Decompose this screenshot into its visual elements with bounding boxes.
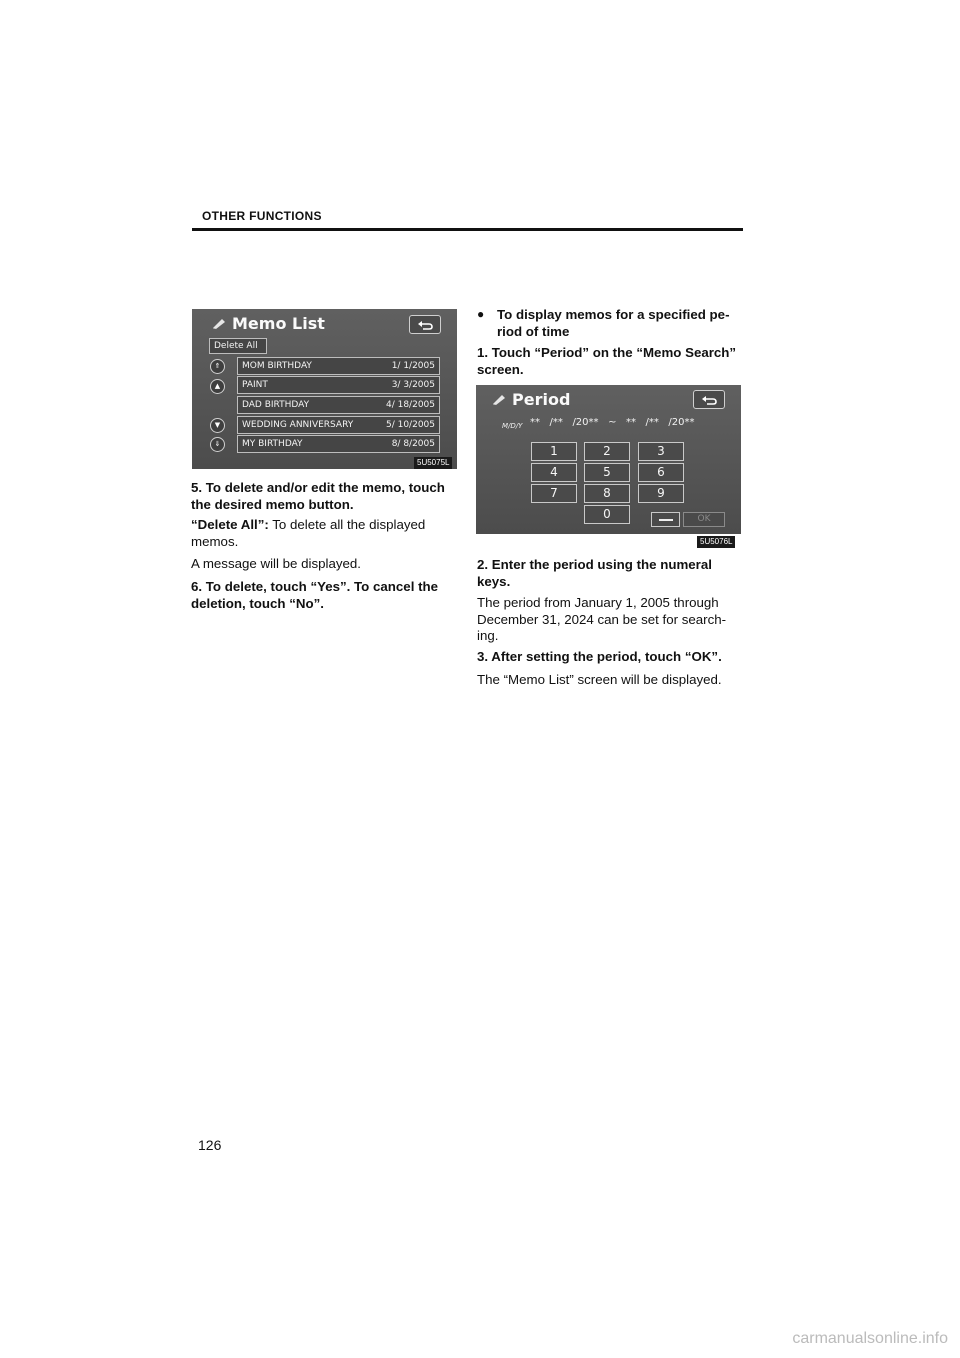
period-title: Period — [512, 390, 571, 409]
header-rule — [192, 228, 743, 231]
numeral-key-3[interactable]: 3 — [638, 442, 684, 461]
numeral-key-6[interactable]: 6 — [638, 463, 684, 482]
back-button[interactable] — [409, 315, 441, 334]
scroll-down-button[interactable]: ▼ — [210, 418, 225, 433]
memo-item[interactable]: WEDDING ANNIVERSARY 5/ 10/2005 — [237, 416, 440, 434]
bullet-heading: To display memos for a specified pe- riod of time — [497, 307, 730, 339]
step-1: 1. Touch “Period” on the “Memo Search” screen. — [477, 345, 737, 377]
numeral-key-1[interactable]: 1 — [531, 442, 577, 461]
pen-icon — [492, 392, 508, 406]
figure-code: 5U5076L — [697, 536, 735, 548]
watermark: carmanualsonline.info — [792, 1330, 948, 1347]
bullet-icon: ● — [477, 307, 485, 321]
message-note: A message will be displayed. — [191, 556, 361, 571]
memo-list-screenshot — [192, 309, 457, 469]
dash-icon — [658, 517, 674, 523]
ok-button[interactable]: OK — [683, 512, 725, 527]
period-range-note: The period from January 1, 2005 through December 31, 2024 can be set for search- ing. — [477, 595, 727, 643]
section-title: OTHER FUNCTIONS — [202, 209, 322, 223]
memo-item[interactable]: MOM BIRTHDAY 1/ 1/2005 — [237, 357, 440, 375]
numeral-key-9[interactable]: 9 — [638, 484, 684, 503]
numeral-key-0[interactable]: 0 — [584, 505, 630, 524]
page-down-button[interactable]: ⇓ — [210, 437, 225, 452]
figure-code: 5U5075L — [414, 457, 452, 469]
memo-list-title: Memo List — [232, 314, 325, 333]
numeral-key-5[interactable]: 5 — [584, 463, 630, 482]
step-3: 3. After setting the period, touch “OK”. — [477, 649, 722, 664]
page-number: 126 — [198, 1137, 222, 1153]
delete-all-description: “Delete All”: To delete all the displayed memos. — [191, 517, 426, 549]
step-6: 6. To delete, touch “Yes”. To cancel the deletion, touch “No”. — [191, 579, 439, 611]
step-2: 2. Enter the period using the numeral keys. — [477, 557, 712, 589]
pen-icon — [212, 316, 228, 330]
return-arrow-icon — [417, 320, 433, 330]
step-5: 5. To delete and/or edit the memo, touch the desired memo button. — [191, 480, 445, 512]
delete-all-button[interactable]: Delete All — [209, 338, 267, 354]
back-button[interactable] — [693, 390, 725, 409]
return-arrow-icon — [701, 395, 717, 405]
numeral-key-7[interactable]: 7 — [531, 484, 577, 503]
memo-item[interactable]: MY BIRTHDAY 8/ 8/2005 — [237, 435, 440, 453]
memo-item[interactable]: PAINT 3/ 3/2005 — [237, 376, 440, 394]
scroll-up-button[interactable]: ▲ — [210, 379, 225, 394]
delete-key[interactable] — [651, 512, 680, 527]
numeral-key-2[interactable]: 2 — [584, 442, 630, 461]
period-screenshot — [476, 385, 741, 534]
page-up-button[interactable]: ⇑ — [210, 359, 225, 374]
memo-item[interactable]: DAD BIRTHDAY 4/ 18/2005 — [237, 396, 440, 414]
numeral-key-4[interactable]: 4 — [531, 463, 577, 482]
period-range-display: ** /** /20** ~ ** /** /20** — [530, 417, 695, 428]
result-note: The “Memo List” screen will be displayed. — [477, 672, 722, 687]
numeral-key-8[interactable]: 8 — [584, 484, 630, 503]
date-format-label: M/D/Y — [502, 422, 523, 430]
